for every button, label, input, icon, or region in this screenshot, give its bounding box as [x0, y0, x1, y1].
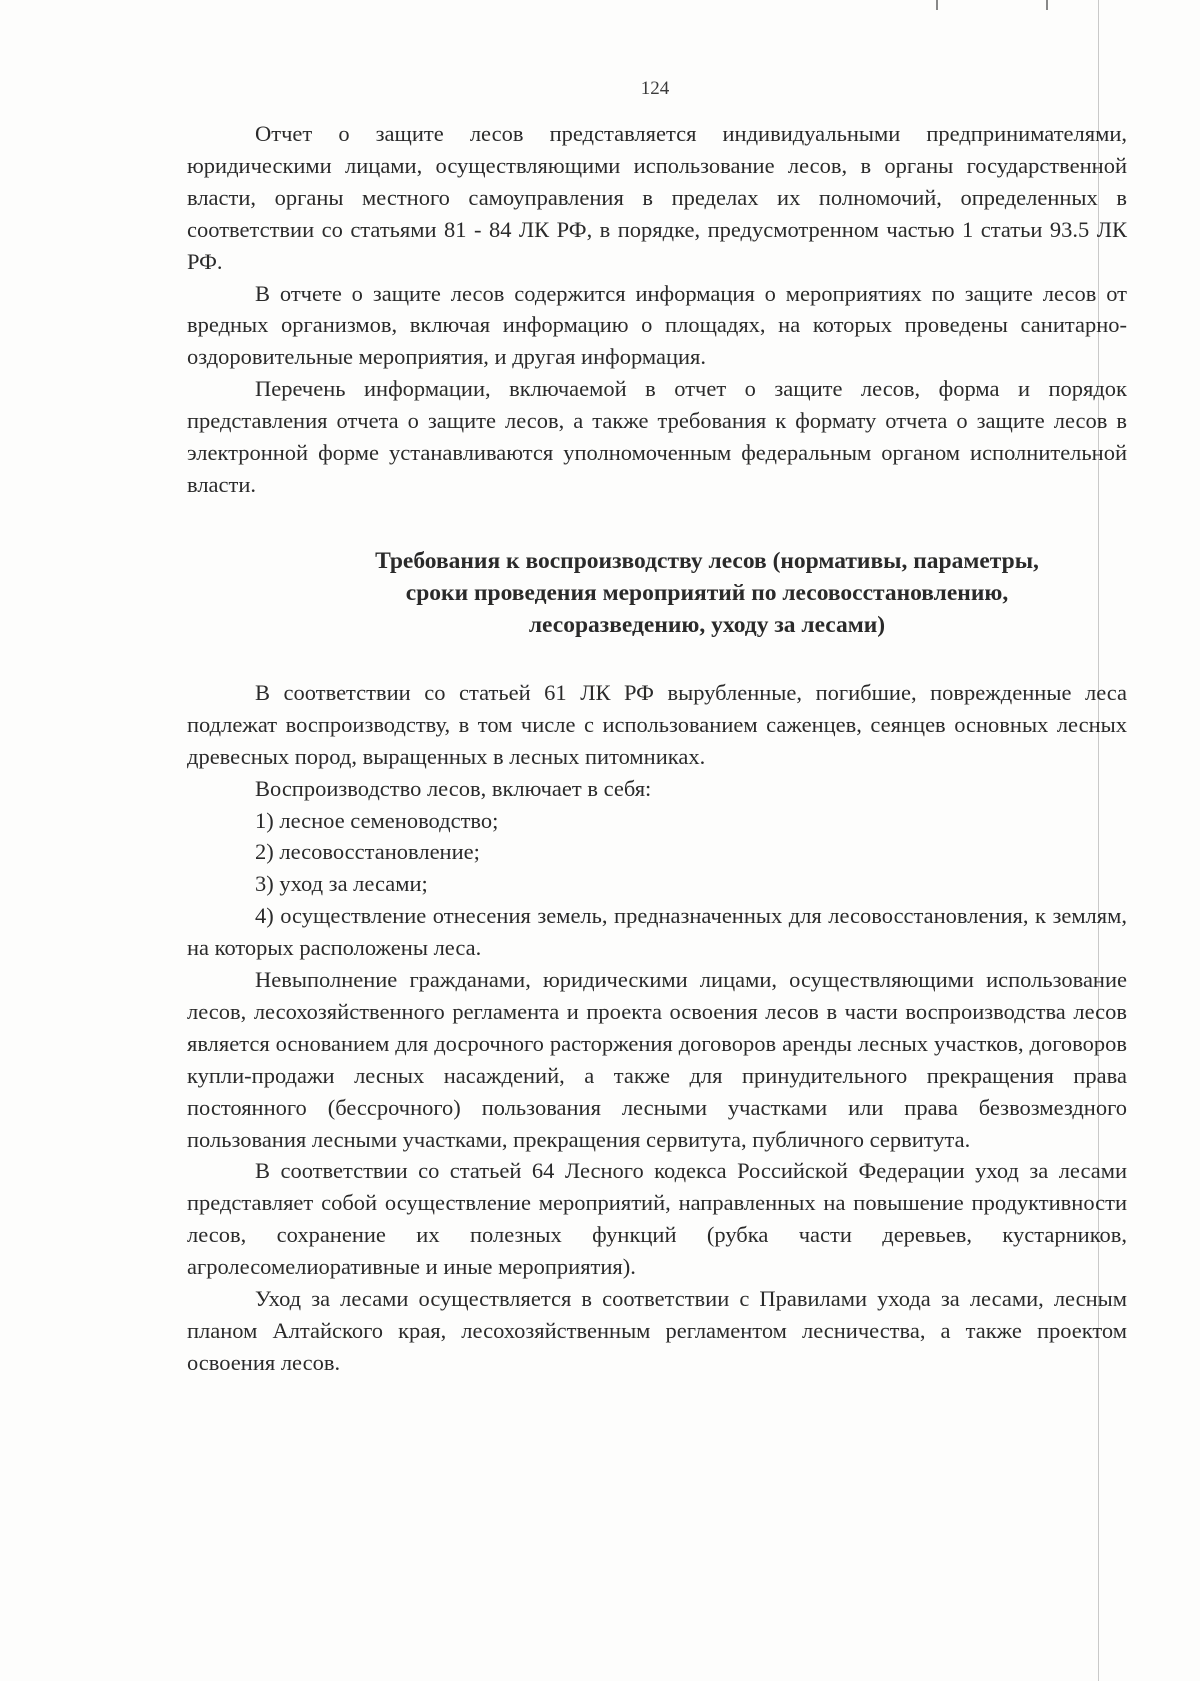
list-item: 4) осуществление отнесения земель, предназначенных для лесовосстановления, к землям, на которых расположены леса.	[187, 903, 1127, 961]
heading-line: Требования к воспроизводству лесов (нормативы, параметры,	[375, 547, 1039, 574]
scan-mark	[1046, 0, 1048, 10]
list-intro: Воспроизводство лесов, включает в себя:	[255, 775, 652, 801]
list-item: 1) лесное семеноводство;	[255, 807, 499, 833]
document-body	[187, 118, 1127, 1379]
scan-mark	[936, 0, 938, 10]
paragraph: В отчете о защите лесов содержится информация о мероприятиях по защите лесов от вредных организмов, включая информацию о площадях, на которых проведены санитарно-оздоровительные мероприятия, и другая информация.	[187, 280, 1127, 370]
heading-line: лесоразведению, уходу за лесами)	[528, 611, 886, 638]
paragraph: В соответствии со статьей 61 ЛК РФ вырубленные, погибшие, поврежденные леса подлежат воспроизводству, в том числе с использованием саженцев, сеянцев основных лесных древесных пород, выращенных в лесных питомниках.	[187, 679, 1127, 769]
paragraph: Отчет о защите лесов представляется индивидуальными предпринимателями, юридическими лицами, осуществляющими использование лесов, в органы государственной власти, органы местного самоуправления в пределах их полномочий, определенных в соответствии со статьями 81 - 84 ЛК РФ, в порядке, предусмотренном частью 1 статьи 93.5 ЛК РФ.	[187, 121, 1127, 274]
paragraph: В соответствии со статьей 64 Лесного кодекса Российской Федерации уход за лесами представляет собой осуществление мероприятий, направленных на повышение продуктивности лесов, сохранение их полезных функций (рубка части деревьев, кустарников, агролесомелиоративные и иные мероприятия).	[187, 1158, 1127, 1280]
list-item: 3) уход за лесами;	[255, 871, 428, 897]
section-heading	[187, 545, 1127, 641]
paragraph: Невыполнение гражданами, юридическими лицами, осуществляющими использование лесов, лесохозяйственного регламента и проекта освоения лесов в части воспроизводства лесов является основанием для досрочного расторжения договоров аренды лесных участков, договоров купли-продажи лесных насаждений, а также для принудительного прекращения права постоянного (бессрочного) пользования лесными участками или права безвозмездного пользования лесными участками, прекращения сервитута, публичного сервитута.	[187, 967, 1127, 1152]
paragraph: Перечень информации, включаемой в отчет о защите лесов, форма и порядок представления отчета о защите лесов, а также требования к формату отчета о защите лесов в электронной форме устанавливаются уполномоченным федеральным органом исполнительной власти.	[187, 376, 1127, 497]
page-number: 124	[640, 78, 670, 99]
list-item: 2) лесовосстановление;	[255, 839, 480, 865]
paragraph: Уход за лесами осуществляется в соответствии с Правилами ухода за лесами, лесным планом Алтайского края, лесохозяйственным регламентом лесничества, а также проектом освоения лесов.	[187, 1286, 1127, 1375]
heading-line: сроки проведения мероприятий по лесовосстановлению,	[405, 579, 1009, 606]
